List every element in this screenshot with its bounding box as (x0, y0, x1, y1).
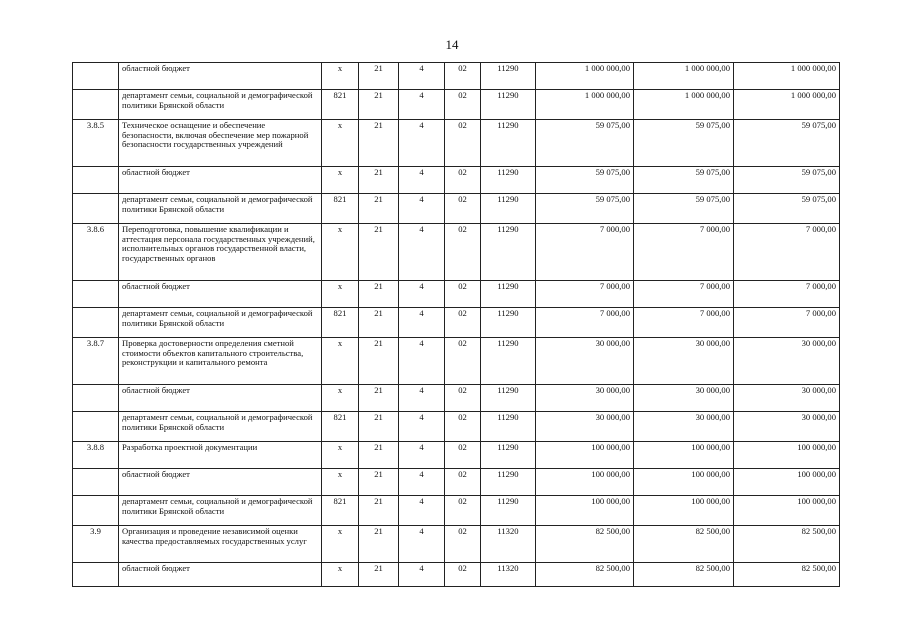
section-number (73, 496, 119, 526)
section-number (73, 194, 119, 224)
code-admin: 821 (322, 496, 359, 526)
code-task: 02 (445, 412, 481, 442)
table-row (73, 63, 840, 90)
code-direction: 11290 (481, 281, 536, 308)
code-direction: 11290 (481, 63, 536, 90)
table-row (73, 281, 840, 308)
code-admin: х (322, 442, 359, 469)
code-direction: 11290 (481, 90, 536, 120)
code-task: 02 (445, 63, 481, 90)
section-number (73, 308, 119, 338)
amount-year-3: 59 075,00 (734, 194, 840, 224)
amount-year-3: 59 075,00 (734, 167, 840, 194)
code-direction: 11290 (481, 308, 536, 338)
amount-year-1: 30 000,00 (536, 338, 634, 385)
code-task: 02 (445, 194, 481, 224)
amount-year-3: 30 000,00 (734, 338, 840, 385)
code-direction: 11290 (481, 496, 536, 526)
code-program: 21 (359, 308, 399, 338)
code-program: 21 (359, 526, 399, 563)
amount-year-1: 7 000,00 (536, 224, 634, 281)
code-admin: х (322, 385, 359, 412)
table-row (73, 442, 840, 469)
code-task: 02 (445, 281, 481, 308)
table-row (73, 224, 840, 281)
code-admin: 821 (322, 194, 359, 224)
amount-year-1: 59 075,00 (536, 167, 634, 194)
item-name: областной бюджет (119, 281, 322, 308)
item-name: Разработка проектной документации (119, 442, 322, 469)
section-number (73, 469, 119, 496)
code-direction: 11290 (481, 338, 536, 385)
amount-year-2: 59 075,00 (634, 167, 734, 194)
page-number: 14 (445, 37, 459, 52)
section-number: 3.8.6 (73, 224, 119, 281)
code-program: 21 (359, 496, 399, 526)
code-task: 02 (445, 120, 481, 167)
section-number: 3.9 (73, 526, 119, 563)
code-task: 02 (445, 90, 481, 120)
section-number (73, 63, 119, 90)
amount-year-3: 30 000,00 (734, 385, 840, 412)
amount-year-2: 100 000,00 (634, 442, 734, 469)
amount-year-2: 100 000,00 (634, 469, 734, 496)
code-task: 02 (445, 563, 481, 587)
code-subprogram: 4 (399, 385, 445, 412)
code-program: 21 (359, 63, 399, 90)
code-direction: 11290 (481, 469, 536, 496)
code-admin: 821 (322, 308, 359, 338)
amount-year-2: 30 000,00 (634, 412, 734, 442)
code-task: 02 (445, 496, 481, 526)
amount-year-1: 7 000,00 (536, 281, 634, 308)
table-row (73, 308, 840, 338)
item-name: областной бюджет (119, 563, 322, 587)
code-admin: х (322, 338, 359, 385)
amount-year-3: 100 000,00 (734, 496, 840, 526)
section-number (73, 563, 119, 587)
section-number: 3.8.5 (73, 120, 119, 167)
amount-year-1: 59 075,00 (536, 120, 634, 167)
amount-year-1: 82 500,00 (536, 563, 634, 587)
item-name: областной бюджет (119, 63, 322, 90)
amount-year-3: 1 000 000,00 (734, 63, 840, 90)
code-task: 02 (445, 338, 481, 385)
code-subprogram: 4 (399, 194, 445, 224)
code-program: 21 (359, 338, 399, 385)
amount-year-3: 7 000,00 (734, 308, 840, 338)
code-subprogram: 4 (399, 224, 445, 281)
section-number: 3.8.7 (73, 338, 119, 385)
code-task: 02 (445, 385, 481, 412)
amount-year-3: 1 000 000,00 (734, 90, 840, 120)
amount-year-1: 30 000,00 (536, 385, 634, 412)
budget-table (72, 62, 840, 587)
code-subprogram: 4 (399, 167, 445, 194)
code-program: 21 (359, 120, 399, 167)
code-program: 21 (359, 412, 399, 442)
amount-year-2: 7 000,00 (634, 281, 734, 308)
code-admin: 821 (322, 412, 359, 442)
item-name: департамент семьи, социальной и демографической политики Брянской области (119, 496, 322, 526)
code-direction: 11290 (481, 120, 536, 167)
amount-year-2: 7 000,00 (634, 224, 734, 281)
amount-year-2: 1 000 000,00 (634, 90, 734, 120)
code-admin: х (322, 469, 359, 496)
amount-year-2: 1 000 000,00 (634, 63, 734, 90)
amount-year-2: 82 500,00 (634, 563, 734, 587)
code-subprogram: 4 (399, 496, 445, 526)
amount-year-1: 82 500,00 (536, 526, 634, 563)
amount-year-2: 59 075,00 (634, 194, 734, 224)
code-subprogram: 4 (399, 469, 445, 496)
amount-year-1: 1 000 000,00 (536, 90, 634, 120)
code-admin: х (322, 281, 359, 308)
table-row (73, 563, 840, 587)
code-admin: 821 (322, 90, 359, 120)
item-name: областной бюджет (119, 469, 322, 496)
code-task: 02 (445, 308, 481, 338)
code-subprogram: 4 (399, 308, 445, 338)
amount-year-1: 100 000,00 (536, 442, 634, 469)
section-number (73, 412, 119, 442)
code-subprogram: 4 (399, 120, 445, 167)
code-direction: 11290 (481, 167, 536, 194)
code-program: 21 (359, 385, 399, 412)
code-subprogram: 4 (399, 412, 445, 442)
code-direction: 11290 (481, 194, 536, 224)
item-name: Техническое оснащение и обеспечение безопасности, включая обеспечение мер пожарной безопасности государственных учреждений (119, 120, 322, 167)
code-admin: х (322, 167, 359, 194)
code-program: 21 (359, 442, 399, 469)
amount-year-3: 82 500,00 (734, 526, 840, 563)
item-name: Проверка достоверности определения сметной стоимости объектов капитального строительства, реконструкции и капитального ремонта (119, 338, 322, 385)
code-task: 02 (445, 469, 481, 496)
code-admin: х (322, 120, 359, 167)
item-name: департамент семьи, социальной и демографической политики Брянской области (119, 194, 322, 224)
code-program: 21 (359, 281, 399, 308)
code-direction: 11290 (481, 412, 536, 442)
section-number (73, 90, 119, 120)
item-name: департамент семьи, социальной и демографической политики Брянской области (119, 308, 322, 338)
code-subprogram: 4 (399, 90, 445, 120)
table-row (73, 526, 840, 563)
section-number (73, 281, 119, 308)
code-program: 21 (359, 469, 399, 496)
amount-year-2: 30 000,00 (634, 385, 734, 412)
amount-year-2: 7 000,00 (634, 308, 734, 338)
code-program: 21 (359, 90, 399, 120)
code-direction: 11290 (481, 224, 536, 281)
section-number (73, 167, 119, 194)
table-row (73, 194, 840, 224)
section-number: 3.8.8 (73, 442, 119, 469)
table-row (73, 120, 840, 167)
code-direction: 11290 (481, 385, 536, 412)
code-subprogram: 4 (399, 63, 445, 90)
item-name: Переподготовка, повышение квалификации и аттестация персонала государственных учреждений, исполнительных органов государственной власти, государственных органов (119, 224, 322, 281)
code-program: 21 (359, 194, 399, 224)
table-row (73, 496, 840, 526)
code-admin: х (322, 563, 359, 587)
amount-year-1: 30 000,00 (536, 412, 634, 442)
amount-year-3: 59 075,00 (734, 120, 840, 167)
amount-year-2: 30 000,00 (634, 338, 734, 385)
amount-year-3: 82 500,00 (734, 563, 840, 587)
amount-year-1: 1 000 000,00 (536, 63, 634, 90)
code-task: 02 (445, 167, 481, 194)
item-name: Организация и проведение независимой оценки качества предоставляемых государственных услуг (119, 526, 322, 563)
code-program: 21 (359, 563, 399, 587)
item-name: департамент семьи, социальной и демографической политики Брянской области (119, 412, 322, 442)
table-row (73, 412, 840, 442)
amount-year-1: 59 075,00 (536, 194, 634, 224)
amount-year-1: 7 000,00 (536, 308, 634, 338)
code-admin: х (322, 63, 359, 90)
code-direction: 11320 (481, 526, 536, 563)
code-subprogram: 4 (399, 563, 445, 587)
code-direction: 11320 (481, 563, 536, 587)
amount-year-1: 100 000,00 (536, 496, 634, 526)
code-task: 02 (445, 442, 481, 469)
table-row (73, 167, 840, 194)
code-subprogram: 4 (399, 338, 445, 385)
table-row (73, 90, 840, 120)
item-name: областной бюджет (119, 385, 322, 412)
code-task: 02 (445, 224, 481, 281)
table-row (73, 469, 840, 496)
table-row (73, 385, 840, 412)
code-subprogram: 4 (399, 526, 445, 563)
code-program: 21 (359, 224, 399, 281)
table-row (73, 338, 840, 385)
amount-year-3: 30 000,00 (734, 412, 840, 442)
code-program: 21 (359, 167, 399, 194)
amount-year-2: 100 000,00 (634, 496, 734, 526)
amount-year-3: 7 000,00 (734, 281, 840, 308)
code-subprogram: 4 (399, 281, 445, 308)
amount-year-1: 100 000,00 (536, 469, 634, 496)
code-admin: х (322, 526, 359, 563)
section-number (73, 385, 119, 412)
amount-year-3: 100 000,00 (734, 469, 840, 496)
amount-year-3: 100 000,00 (734, 442, 840, 469)
code-subprogram: 4 (399, 442, 445, 469)
code-direction: 11290 (481, 442, 536, 469)
code-task: 02 (445, 526, 481, 563)
item-name: областной бюджет (119, 167, 322, 194)
code-admin: х (322, 224, 359, 281)
amount-year-2: 59 075,00 (634, 120, 734, 167)
amount-year-2: 82 500,00 (634, 526, 734, 563)
amount-year-3: 7 000,00 (734, 224, 840, 281)
item-name: департамент семьи, социальной и демографической политики Брянской области (119, 90, 322, 120)
